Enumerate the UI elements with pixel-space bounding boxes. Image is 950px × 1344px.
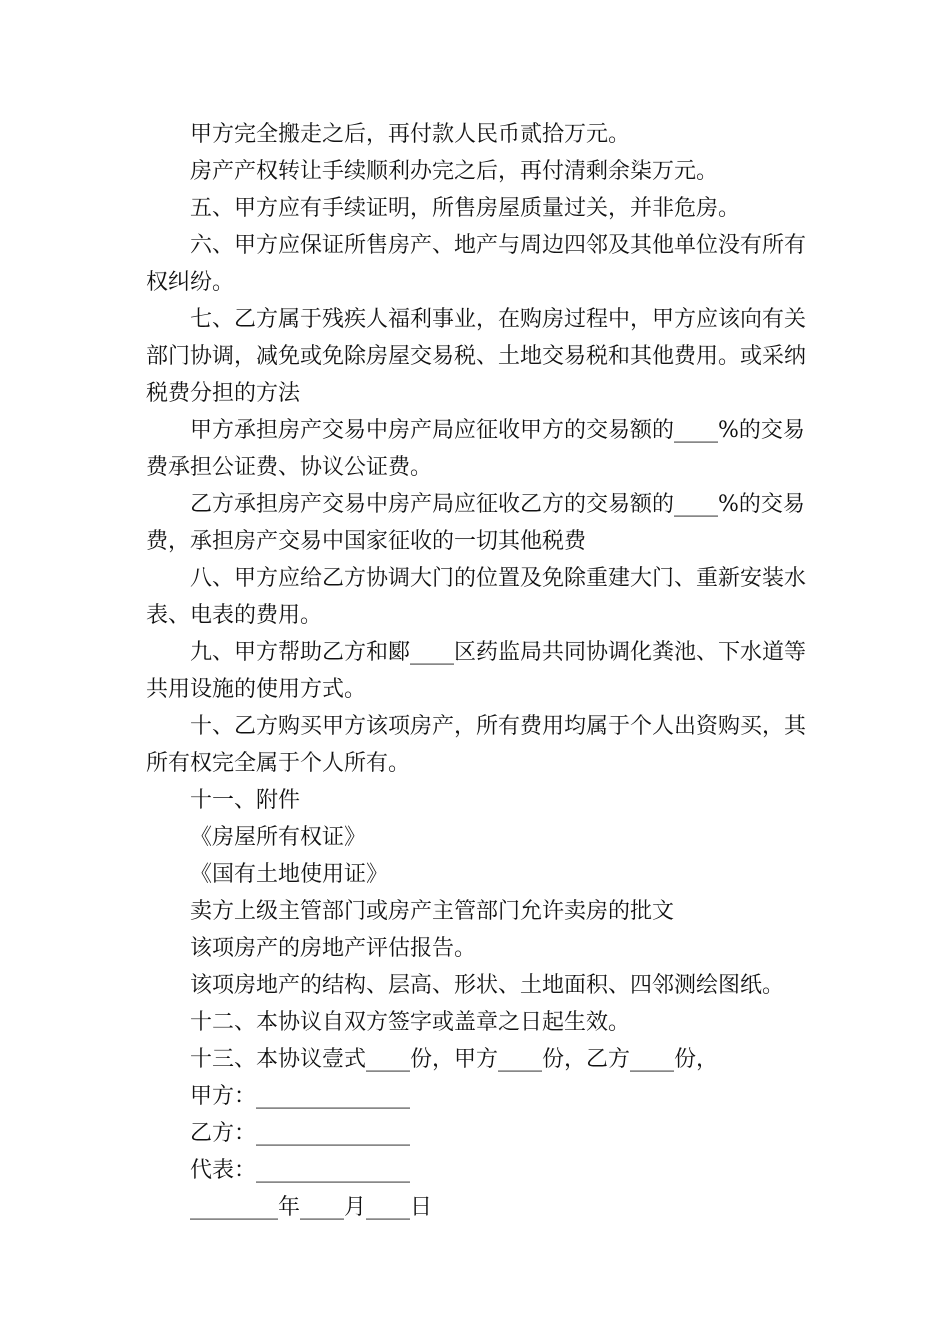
attachment-house-ownership-cert: 《房屋所有权证》 bbox=[190, 825, 367, 850]
paragraph-payment-after-move: 甲方完全搬走之后，再付款人民币贰拾万元。 bbox=[190, 122, 631, 147]
paragraph-clause-7: 七、乙方属于残疾人福利事业，在购房过程中，甲方应该向有关部门协调，减免或免除房屋交易税、土地交易税和其他费用。或采纳税费分担的方法 bbox=[146, 307, 807, 406]
attachment-land-use-cert: 《国有土地使用证》 bbox=[190, 862, 389, 887]
paragraph-clause-11-attachments: 十一、附件 bbox=[190, 788, 301, 813]
paragraph-clause-6: 六、甲方应保证所售房产、地产与周边四邻及其他单位没有所有权纠纷。 bbox=[146, 233, 807, 295]
signature-date: ________年____月____日 bbox=[190, 1195, 433, 1220]
paragraph-clause-12: 十二、本协议自双方签字或盖章之日起生效。 bbox=[190, 1010, 631, 1035]
document-body bbox=[146, 116, 812, 1226]
signature-representative: 代表：______________ bbox=[190, 1158, 411, 1183]
attachment-approval-document: 卖方上级主管部门或房产主管部门允许卖房的批文 bbox=[190, 899, 675, 924]
paragraph-clause-13: 十三、本协议壹式____份，甲方____份，乙方____份， bbox=[190, 1047, 719, 1072]
attachment-appraisal-report: 该项房产的房地产评估报告。 bbox=[190, 936, 477, 961]
paragraph-clause-5: 五、甲方应有手续证明，所售房屋质量过关，并非危房。 bbox=[190, 196, 741, 221]
signature-party-b: 乙方：______________ bbox=[190, 1121, 411, 1146]
paragraph-clause-10: 十、乙方购买甲方该项房产，所有费用均属于个人出资购买，其所有权完全属于个人所有。 bbox=[146, 714, 807, 776]
paragraph-clause-8: 八、甲方应给乙方协调大门的位置及免除重建大门、重新安装水表、电表的费用。 bbox=[146, 566, 807, 628]
paragraph-party-a-fees: 甲方承担房产交易中房产局应征收甲方的交易额的____%的交易费承担公证费、协议公证费。 bbox=[146, 418, 805, 480]
paragraph-clause-9: 九、甲方帮助乙方和郾____区药监局共同协调化粪池、下水道等共用设施的使用方式。 bbox=[146, 640, 807, 702]
signature-party-a: 甲方：______________ bbox=[190, 1084, 411, 1109]
paragraph-payment-after-transfer: 房产产权转让手续顺利办完之后，再付清剩余柒万元。 bbox=[190, 159, 719, 184]
attachment-survey-drawings: 该项房地产的结构、层高、形状、土地面积、四邻测绘图纸。 bbox=[190, 973, 785, 998]
paragraph-party-b-fees: 乙方承担房产交易中房产局应征收乙方的交易额的____%的交易费，承担房产交易中国家征收的一切其他税费 bbox=[146, 492, 805, 554]
